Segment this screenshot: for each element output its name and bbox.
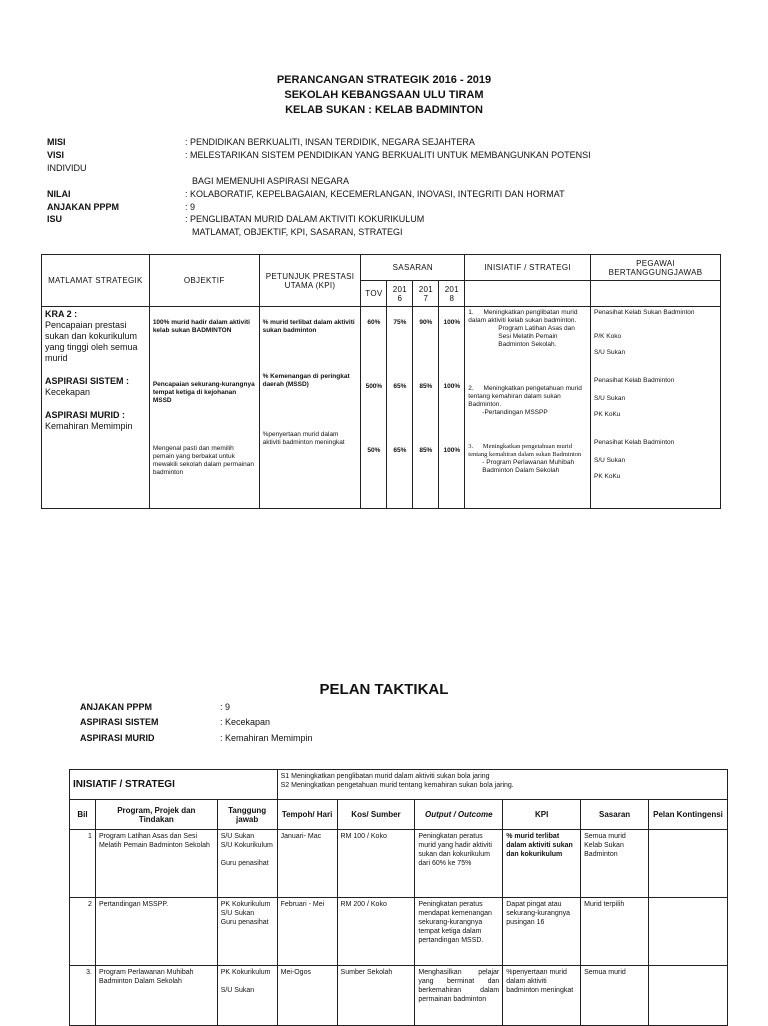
th-tanggung: Tanggung jawab <box>217 800 277 830</box>
tactical-murid-label: ASPIRASI MURID <box>80 733 155 743</box>
visi-value: : MELESTARIKAN SISTEM PENDIDIKAN YANG BERKUALITI UNTUK MEMBANGUNKAN POTENSI <box>185 150 591 160</box>
pegawai-1-3: S/U Sukan <box>594 349 626 356</box>
anjakan-value: : 9 <box>185 202 196 212</box>
pegawai-3-2: S/U Sukan <box>594 457 626 464</box>
y2018-cell <box>439 307 465 509</box>
school-name: SEKOLAH KEBANGSAAN ULU TIRAM <box>284 89 484 101</box>
header-tov: TOV <box>361 281 387 307</box>
nilai-value: : KOLABORATIF, KEPELBAGAIAN, KECEMERLANGAN, INOVASI, INTEGRITI DAN HORMAT <box>185 189 565 199</box>
row3-pelan <box>649 966 728 1026</box>
th-kpi: KPI <box>503 800 581 830</box>
tov-1: 60% <box>367 319 381 326</box>
tov-2: 500% <box>365 383 383 390</box>
aspirasi-murid-value: Kemahiran Memimpin <box>45 421 133 431</box>
pegawai-cell <box>591 307 721 509</box>
inisiatif-3-text: Meningkatkan pengetahuan murid tentang kemahiran dalam sukan Badminton <box>468 443 582 458</box>
inisiatif-1 <box>468 309 587 349</box>
tov-3: 50% <box>367 447 381 454</box>
header-kpi: PETUNJUK PRESTASI UTAMA (KPI) <box>259 255 361 307</box>
row3-kpi: %penyertaan murid dalam aktiviti badminton meningkat <box>503 966 581 1026</box>
row2-sasaran: Murid terpilih <box>581 898 649 966</box>
header-2017: 201 7 <box>413 281 439 307</box>
row1-kpi: % murid terlibat dalam aktiviti sukan dan kokurikulum <box>503 830 581 898</box>
anjakan-label: ANJAKAN PPPM <box>47 202 120 212</box>
objektif-2: Pencapaian sekurang-kurangnya tempat ketiga di kejohanan MSSD <box>152 381 255 404</box>
kra-cell <box>42 307 150 509</box>
row1-tanggung-2: S/U Kokurikulum <box>220 842 273 849</box>
inisiatif-1-sub: Program Latihan Asas dan Sesi Melatih Pemain Badminton Sekolah. <box>498 325 575 348</box>
row2-tempoh: Februari - Mei <box>277 898 337 966</box>
th-bil: Bil <box>70 800 96 830</box>
table-row <box>70 898 728 966</box>
pegawai-2-3: PK KoKu <box>594 411 621 418</box>
visi-label: VISI <box>47 150 65 160</box>
header-pegawai-blank <box>591 281 721 307</box>
tactical-murid-value: : Kemahiran Memimpin <box>220 733 313 743</box>
row1-program: Program Latihan Asas dan Sesi Melatih Pemain Badminton Sekolah <box>95 830 217 898</box>
kpi-3: %penyertaan murid dalam aktiviti badminton meningkat <box>262 431 345 446</box>
row2-program: Pertandingan MSSPP. <box>95 898 217 966</box>
tactical-sistem-value: : Kecekapan <box>220 717 271 727</box>
kpi-2: % Kemenangan di peringkat daerah (MSSD) <box>262 373 350 388</box>
pegawai-3-1: Penasihat Kelab Badminton <box>594 439 675 446</box>
header-objektif: OBJEKTIF <box>149 255 259 307</box>
inisiatif-2-text: Meningkatkan pengetahuan murid tentang kemahiran dalam sukan Badminton. <box>468 385 582 408</box>
nilai-label: NILAI <box>47 189 71 199</box>
pegawai-1-1: Penasihat Kelab Sukan Badminton <box>594 309 695 316</box>
isu-label: ISU <box>47 214 63 224</box>
row1-kos: RM 100 / Koko <box>337 830 415 898</box>
row3-tempoh: Mei-Ogos <box>277 966 337 1026</box>
y2018-2: 100% <box>443 383 461 390</box>
row2-tanggung-2: S/U Sukan <box>220 910 255 917</box>
aspirasi-sistem-value: Kecekapan <box>45 387 91 397</box>
strategy-s2: S2 Meningkatkan pengetahuan murid tentang kemahiran sukan bola jaring. <box>280 782 514 789</box>
y2017-3: 85% <box>419 447 433 454</box>
header-2016: 201 6 <box>387 281 413 307</box>
visi-cont-2: BAGI MEMENUHI ASPIRASI NEGARA <box>192 176 350 186</box>
th-kos: Kos/ Sumber <box>337 800 415 830</box>
tactical-table <box>69 769 728 1026</box>
kra-title: KRA 2 : <box>45 309 78 319</box>
y2018-1: 100% <box>443 319 461 326</box>
row2-output: Peningkatan peratus mendapat kemenangan sekurang-kurangnya tempat ketiga dalam pertandingan MSSD. <box>415 898 503 966</box>
misi-label: MISI <box>47 137 66 147</box>
inisiatif-3-sub: - Program Perlawanan Muhibah Badminton Dalam Sekolah <box>482 459 575 474</box>
row2-kpi: Dapat pingat atau sekurang-kurangnya pusingan 16 <box>503 898 581 966</box>
row1-tanggung-1: S/U Sukan <box>220 833 255 840</box>
inisiatif-cell <box>465 307 591 509</box>
header-inisiatif: INISIATIF / STRATEGI <box>465 255 591 281</box>
kpi-1: % murid terlibat dalam aktiviti sukan badminton <box>262 319 355 334</box>
th-pelan: Pelan Kontingensi <box>649 800 728 830</box>
row1-output: Peningkatan peratus murid yang hadir aktiviti sukan dan kokurikulum dari 60% ke 75% <box>415 830 503 898</box>
aspirasi-sistem-label: ASPIRASI SISTEM : <box>45 376 130 386</box>
aspirasi-murid-label: ASPIRASI MURID : <box>45 410 126 420</box>
strategy-s1: S1 Meningkatkan penglibatan murid dalam aktiviti sukan bola jaring <box>280 773 490 780</box>
y2016-2: 65% <box>393 383 407 390</box>
objektif-3: Mengenal pasti dan memilih pemain yang berbakat untuk mewakili sekolah dalam permainan badminton <box>152 445 254 476</box>
inisiatif-1-text: Meningkatkan penglibatan murid dalam aktiviti kelab sukan badminton. <box>468 309 578 324</box>
y2018-3: 100% <box>443 447 461 454</box>
inisiatif-3-num: 3. <box>468 443 474 450</box>
table-row <box>70 830 728 898</box>
row3-sasaran: Semua murid <box>581 966 649 1026</box>
row3-program: Program Perlawanan Muhibah Badminton Dalam Sekolah <box>95 966 217 1026</box>
row1-tanggung-3: Guru penasihat <box>220 860 269 867</box>
row2-tanggung-3: Guru penasihat <box>220 919 269 926</box>
row2-bil: 2 <box>70 898 96 966</box>
row2-kos: RM 200 / Koko <box>337 898 415 966</box>
th-program: Program, Projek dan Tindakan <box>95 800 217 830</box>
y2016-1: 75% <box>393 319 407 326</box>
strategic-table <box>41 254 721 509</box>
header-pegawai: PEGAWAI BERTANGGUNGJAWAB <box>591 255 721 281</box>
inisiatif-label: INISIATIF / STRATEGI <box>70 770 278 800</box>
y2017-cell <box>413 307 439 509</box>
tactical-anjakan-label: ANJAKAN PPPM <box>80 702 153 712</box>
row2-pelan <box>649 898 728 966</box>
header-2018: 201 8 <box>439 281 465 307</box>
row1-tanggung <box>217 830 277 898</box>
row2-tanggung-1: PK Kokurikulum <box>220 901 271 908</box>
pegawai-1-2: P/K Koko <box>594 333 622 340</box>
header-sasaran: SASARAN <box>361 255 465 281</box>
isu-cont: MATLAMAT, OBJEKTIF, KPI, SASARAN, STRATEGI <box>192 227 403 237</box>
row3-output: Menghasilkan pelajar yang berminat dan berkemahiran dalam permainan badminton <box>415 966 503 1026</box>
y2016-cell <box>387 307 413 509</box>
row1-sasaran: Semua murid Kelab Sukan Badminton <box>581 830 649 898</box>
header-inisiatif-blank <box>465 281 591 307</box>
th-sasaran: Sasaran <box>581 800 649 830</box>
inisiatif-1-num: 1. <box>468 309 474 316</box>
y2017-2: 85% <box>419 383 433 390</box>
inisiatif-3 <box>468 443 587 475</box>
pegawai-2-1: Penasihat Kelab Badminton <box>594 377 675 384</box>
th-output: Output / Outcome <box>415 800 503 830</box>
inisiatif-2-num: 2. <box>468 385 474 392</box>
tactical-anjakan-value: : 9 <box>220 702 231 712</box>
row3-kos: Sumber Sekolah <box>337 966 415 1026</box>
row1-tempoh: Januari- Mac <box>277 830 337 898</box>
row1-pelan <box>649 830 728 898</box>
kpi-cell <box>259 307 361 509</box>
tov-cell <box>361 307 387 509</box>
pegawai-3-3: PK KoKu <box>594 473 621 480</box>
tactical-title: PELAN TAKTIKAL <box>319 681 449 698</box>
row3-tanggung-1: PK Kokurikulum <box>220 969 271 976</box>
inisiatif-2 <box>468 385 587 417</box>
misi-value: : PENDIDIKAN BERKUALITI, INSAN TERDIDIK, NEGARA SEJAHTERA <box>185 137 475 147</box>
y2017-1: 90% <box>419 319 433 326</box>
isu-value: : PENGLIBATAN MURID DALAM AKTIVITI KOKURIKULUM <box>185 214 425 224</box>
table-row <box>70 966 728 1026</box>
visi-cont-1: INDIVIDU <box>47 163 87 173</box>
row2-tanggung <box>217 898 277 966</box>
row3-bil: 3. <box>70 966 96 1026</box>
row3-tanggung <box>217 966 277 1026</box>
kra-text: Pencapaian prestasi sukan dan kokurikulum yang tinggi oleh semua murid <box>45 320 138 363</box>
doc-title: PERANCANGAN STRATEGIK 2016 - 2019 <box>276 74 492 86</box>
tactical-sistem-label: ASPIRASI SISTEM <box>80 717 159 727</box>
inisiatif-2-sub: -Pertandingan MSSPP <box>482 409 548 416</box>
th-tempoh: Tempoh/ Hari <box>277 800 337 830</box>
club-name: KELAB SUKAN : KELAB BADMINTON <box>285 104 483 116</box>
header-matlamat: MATLAMAT STRATEGIK <box>42 255 150 307</box>
row3-tanggung-2: S/U Sukan <box>220 987 255 994</box>
inisiatif-strategies <box>277 770 727 800</box>
y2016-3: 65% <box>393 447 407 454</box>
pegawai-2-2: S/U Sukan <box>594 395 626 402</box>
objektif-1: 100% murid hadir dalam aktiviti kelab sukan BADMINTON <box>152 319 250 334</box>
objektif-cell <box>149 307 259 509</box>
row1-bil: 1 <box>70 830 96 898</box>
